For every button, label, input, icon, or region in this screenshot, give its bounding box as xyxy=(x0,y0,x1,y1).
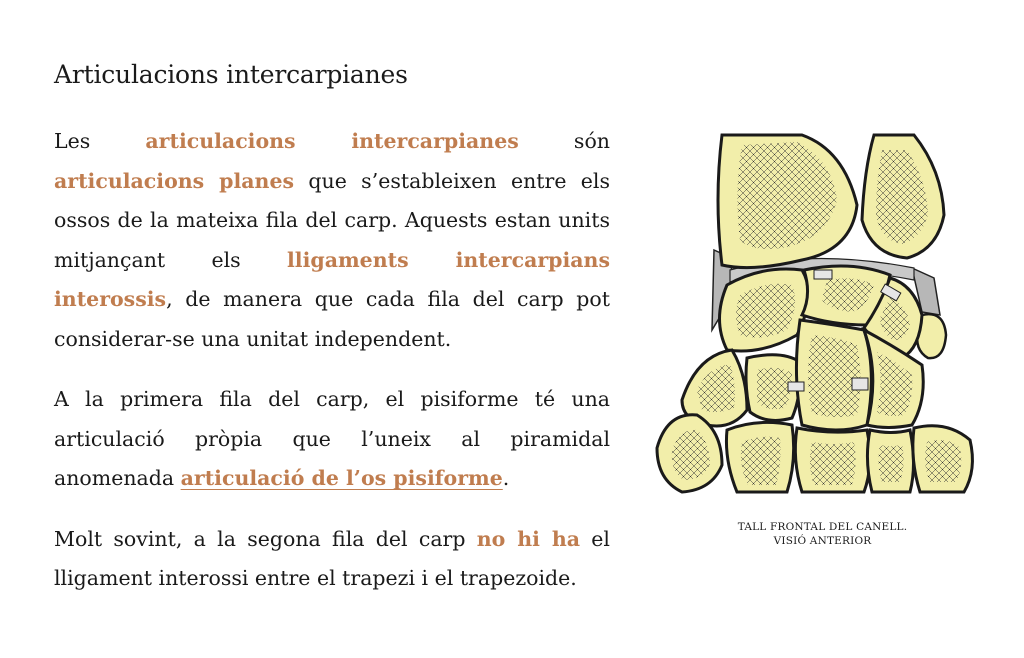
text-span: el lligament interossi entre el trapezi i el trapezoide. xyxy=(54,526,610,590)
link-articulacio-os-pisiforme[interactable]: articulació de l’os pisiforme xyxy=(180,466,503,490)
wrist-illustration xyxy=(652,130,982,495)
text-span: Molt sovint, a la segona fila del carp xyxy=(54,526,477,551)
paragraph-3 xyxy=(54,520,610,599)
ligament-marker-1 xyxy=(814,270,832,279)
figure-caption xyxy=(700,520,945,548)
term-articulacions-intercarpianes: articulacions intercarpianes xyxy=(145,129,519,153)
ligament-marker-4 xyxy=(852,378,868,390)
text-span: Les xyxy=(54,129,146,153)
text-span: . xyxy=(502,466,510,490)
paragraph-2 xyxy=(54,380,610,499)
term-lligaments-interossis: lligaments intercarpians interossis xyxy=(54,247,611,311)
term-articulacions-planes: articulacions planes xyxy=(54,168,295,193)
caption-line-2: VISIÓ ANTERIOR xyxy=(773,535,872,547)
text-span: que s’estableixen entre els ossos de la mateixa fila del carp. Aquests estan units mitjançant els xyxy=(54,168,610,272)
wrist-bones-svg xyxy=(652,130,982,495)
page-title: Articulacions intercarpianes xyxy=(54,60,408,89)
text-span: , de manera que cada fila del carp pot considerar-se una unitat independent. xyxy=(54,287,610,351)
ligament-marker-3 xyxy=(788,382,804,391)
article-body xyxy=(54,122,610,620)
text-span: A la primera fila del carp, el pisiforme té una articulació pròpia que l’uneix al piramidal anomenada xyxy=(54,387,610,490)
term-no-hi-ha: no hi ha xyxy=(476,526,581,551)
paragraph-1 xyxy=(54,122,610,359)
text-span: són xyxy=(518,129,610,153)
caption-line-1: TALL FRONTAL DEL CANELL. xyxy=(737,521,908,533)
